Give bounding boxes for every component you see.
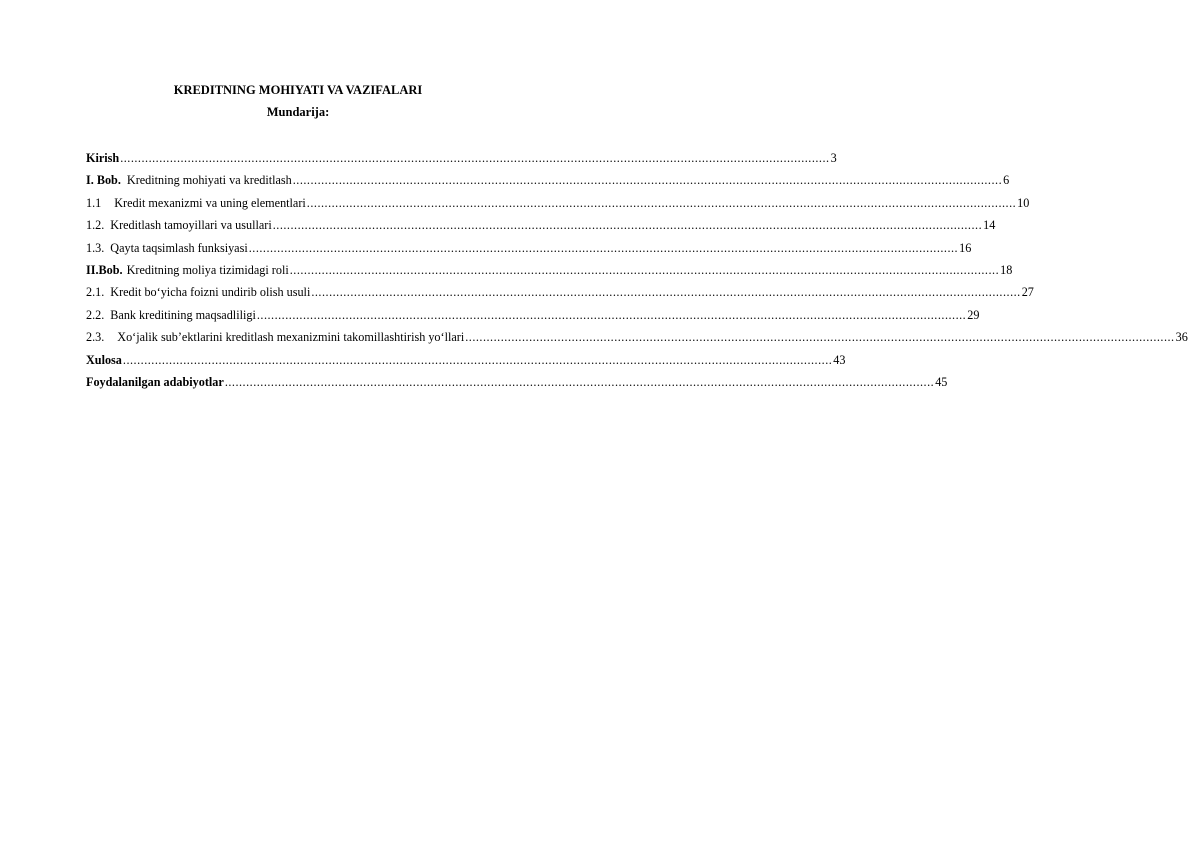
toc-entry[interactable] bbox=[86, 173, 1010, 195]
toc-entry-leader: ........................................................................................................................................................................................................ bbox=[256, 307, 967, 322]
toc-entry-label: Kredit mexanizmi va uning elementlari bbox=[114, 195, 306, 210]
toc-entry-page-number: 3 bbox=[830, 151, 837, 165]
toc-entry-leader: ........................................................................................................................................................................................................ bbox=[289, 262, 1000, 277]
toc-entry-leader: ........................................................................................................................................................................................................ bbox=[122, 352, 833, 367]
toc-entry-label: Xo‘jalik sub’ektlarini kreditlash mexanizmini takomillashtirish yo‘llari bbox=[117, 330, 465, 345]
toc-entry-label: Kreditlash tamoyillari va usullari bbox=[110, 218, 272, 233]
toc-entry[interactable] bbox=[86, 262, 1013, 285]
toc-entry-leader: ........................................................................................................................................................................................................ bbox=[311, 285, 1021, 300]
toc-entry-page-number: 45 bbox=[935, 374, 948, 389]
toc-entry-number: 1.3. bbox=[86, 240, 105, 255]
toc-entry-page-number: 27 bbox=[1021, 285, 1034, 300]
toc-entry-page-number: 29 bbox=[967, 307, 980, 322]
document-title: KREDITNING MOHIYATI VA VAZIFALARI bbox=[173, 83, 423, 97]
toc-heading: Mundarija: bbox=[266, 105, 330, 119]
toc-entry-leader: ........................................................................................................................................................................................................ bbox=[248, 240, 959, 255]
toc-entry[interactable] bbox=[86, 195, 1030, 218]
table-of-contents bbox=[86, 151, 1188, 397]
toc-entry[interactable] bbox=[86, 374, 948, 397]
toc-entry[interactable] bbox=[86, 352, 846, 375]
toc-entry[interactable] bbox=[86, 307, 980, 330]
toc-entry-page-number: 36 bbox=[1175, 330, 1188, 345]
toc-entry-page-number: 6 bbox=[1003, 173, 1010, 188]
toc-entry-label: Kreditning moliya tizimidagi roli bbox=[126, 262, 289, 277]
toc-entry-leader: ........................................................................................................................................................................................................ bbox=[465, 330, 1175, 345]
toc-entry-leader: ........................................................................................................................................................................................................ bbox=[292, 173, 1003, 188]
toc-entry[interactable] bbox=[86, 285, 1034, 307]
toc-entry-number: 1.1 bbox=[86, 195, 102, 210]
toc-entry-label: Xulosa bbox=[86, 352, 122, 367]
toc-entry-page-number: 16 bbox=[959, 240, 972, 255]
toc-entry-leader: ........................................................................................................................................................................................................ bbox=[272, 218, 983, 233]
toc-entry-number: 2.3. bbox=[86, 330, 105, 345]
toc-entry-page-number: 10 bbox=[1017, 195, 1030, 210]
toc-entry-label: Kirish bbox=[86, 151, 120, 165]
toc-entry[interactable] bbox=[86, 330, 1188, 352]
toc-entry-page-number: 14 bbox=[983, 218, 996, 233]
toc-entry-number: II.Bob. bbox=[86, 262, 123, 277]
toc-entry-page-number: 43 bbox=[833, 352, 846, 367]
toc-entry[interactable] bbox=[86, 218, 996, 240]
toc-entry-number: 1.2. bbox=[86, 218, 105, 233]
toc-entry[interactable] bbox=[86, 240, 972, 263]
toc-entry-leader: ........................................................................................................................................................................................................ bbox=[224, 374, 935, 389]
toc-entry-label: Kredit bo‘yicha foizni undirib olish usuli bbox=[110, 285, 311, 300]
toc-entry-label: Foydalanilgan adabiyotlar bbox=[86, 374, 224, 389]
toc-entry-number: 2.1. bbox=[86, 285, 105, 300]
toc-entry-label: Kreditning mohiyati va kreditlash bbox=[126, 173, 292, 188]
toc-entry-leader: ........................................................................................................................................................................................................ bbox=[306, 195, 1017, 210]
toc-entry-page-number: 18 bbox=[1000, 262, 1013, 277]
toc-entry-label: Qayta taqsimlash funksiyasi bbox=[110, 240, 248, 255]
toc-entry-number: I. Bob. bbox=[86, 173, 121, 188]
toc-entry-label: Bank kreditining maqsadliligi bbox=[110, 307, 256, 322]
toc-entry-leader: ........................................................................................................................................................................................................ bbox=[120, 151, 830, 165]
toc-entry[interactable] bbox=[86, 151, 837, 173]
toc-entry-number: 2.2. bbox=[86, 307, 105, 322]
